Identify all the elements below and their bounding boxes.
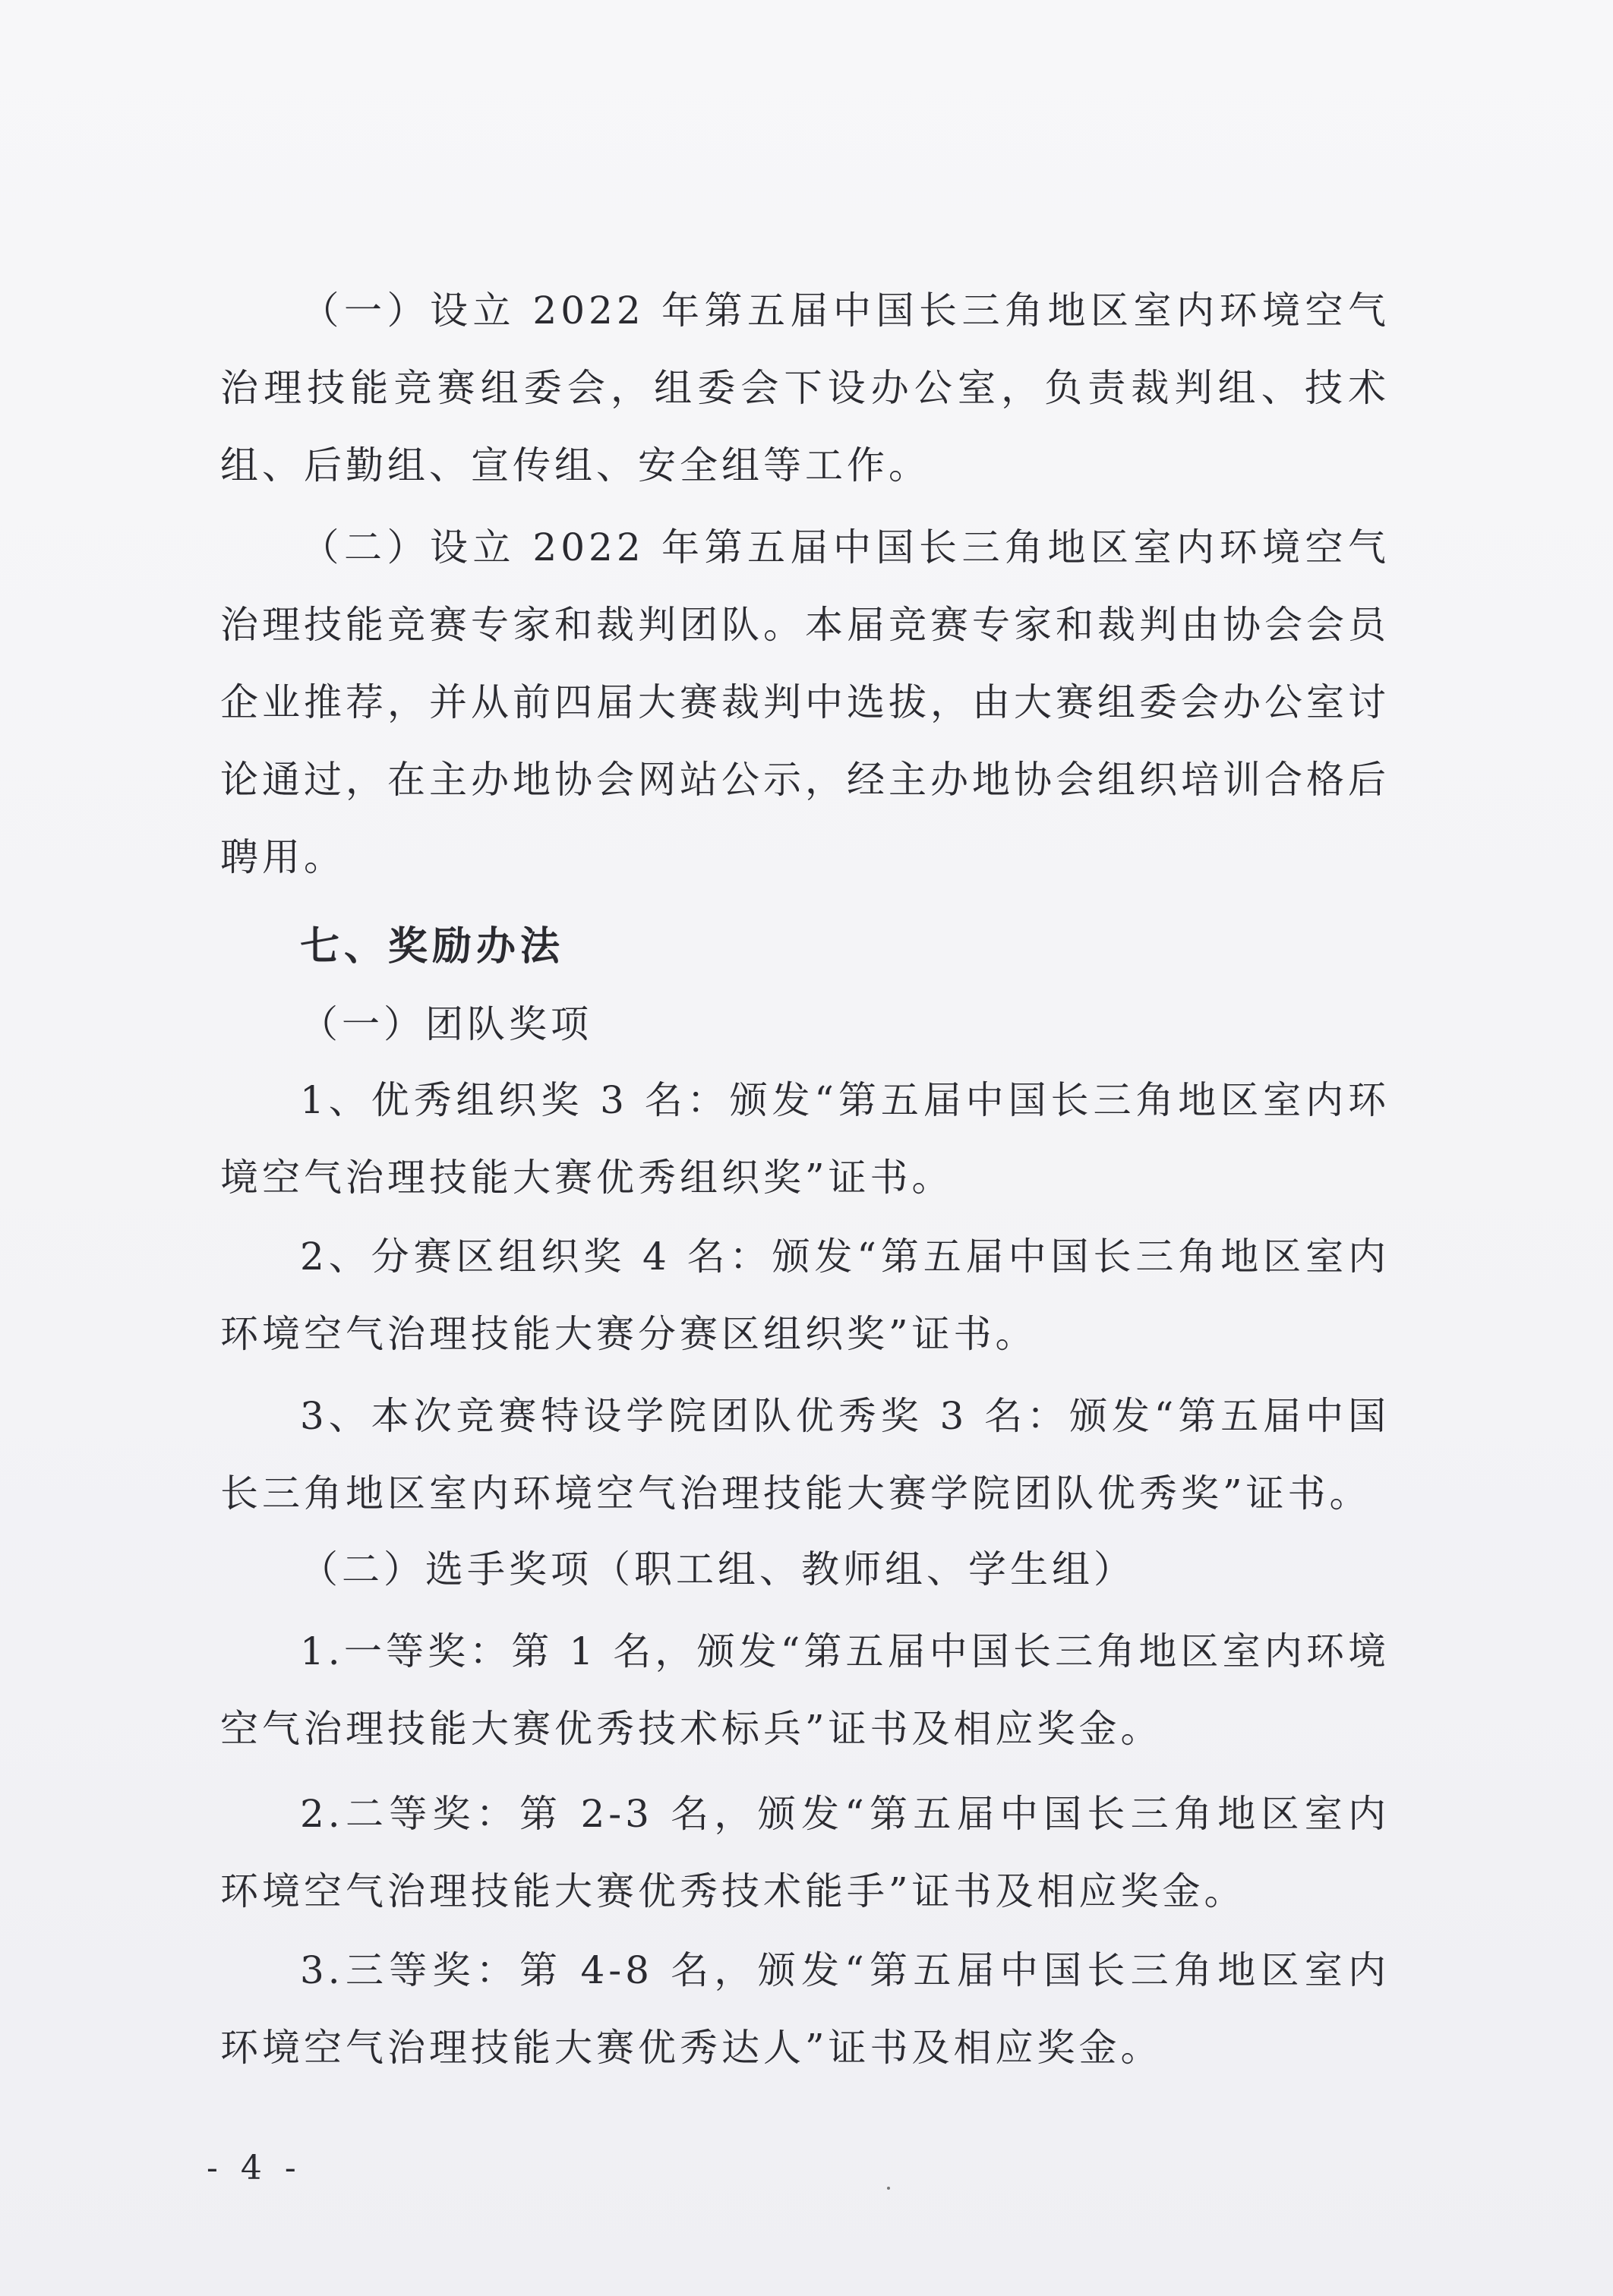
list-item [220,1061,1390,1216]
list-item-text: 3.三等奖：第 4-8 名，颁发“第五届中国长三角地区室内环境空气治理技能大赛优秀达人”证书及相应奖金。 [220,1948,1390,2070]
paragraph-text: （二）设立 2022 年第五届中国长三角地区室内环境空气治理技能竞赛专家和裁判团队。本届竞赛专家和裁判由协会会员企业推荐，并从前四届大赛裁判中选拔，由大赛组委会办公室讨论通过，在主办地协会网站公示，经主办地协会组织培训合格后聘用。 [220,525,1390,879]
page-number: - 4 - [207,2149,302,2187]
section-heading: 七、奖励办法 [300,923,565,970]
individual-awards-heading: （二）选手奖项（职工组、教师组、学生组） [300,1547,1135,1591]
list-item-text: 1、优秀组织奖 3 名：颁发“第五届中国长三角地区室内环境空气治理技能大赛优秀组织奖”证书。 [220,1078,1390,1200]
list-item-text: 3、本次竞赛特设学院团队优秀奖 3 名：颁发“第五届中国长三角地区室内环境空气治理技能大赛学院团队优秀奖”证书。 [220,1394,1390,1515]
paragraph-organizing-committee [220,272,1390,504]
paragraph-text: （一）设立 2022 年第五届中国长三角地区室内环境空气治理技能竞赛组委会，组委会下设办公室，负责裁判组、技术组、后勤组、宣传组、安全组等工作。 [220,289,1390,487]
list-item [220,1218,1390,1373]
list-item-text: 2、分赛区组织奖 4 名：颁发“第五届中国长三角地区室内环境空气治理技能大赛分赛区组织奖”证书。 [220,1235,1390,1356]
team-awards-heading: （一）团队奖项 [300,1002,592,1046]
list-item-text: 1.一等奖：第 1 名，颁发“第五届中国长三角地区室内环境空气治理技能大赛优秀技术标兵”证书及相应奖金。 [220,1629,1390,1751]
list-item [220,1932,1390,2086]
list-item [220,1377,1390,1532]
scan-speck [887,2187,890,2190]
list-item [220,1613,1390,1768]
paragraph-expert-team [220,509,1390,896]
list-item [220,1775,1390,1930]
list-item-text: 2.二等奖：第 2-3 名，颁发“第五届中国长三角地区室内环境空气治理技能大赛优秀技术能手”证书及相应奖金。 [220,1792,1390,1913]
